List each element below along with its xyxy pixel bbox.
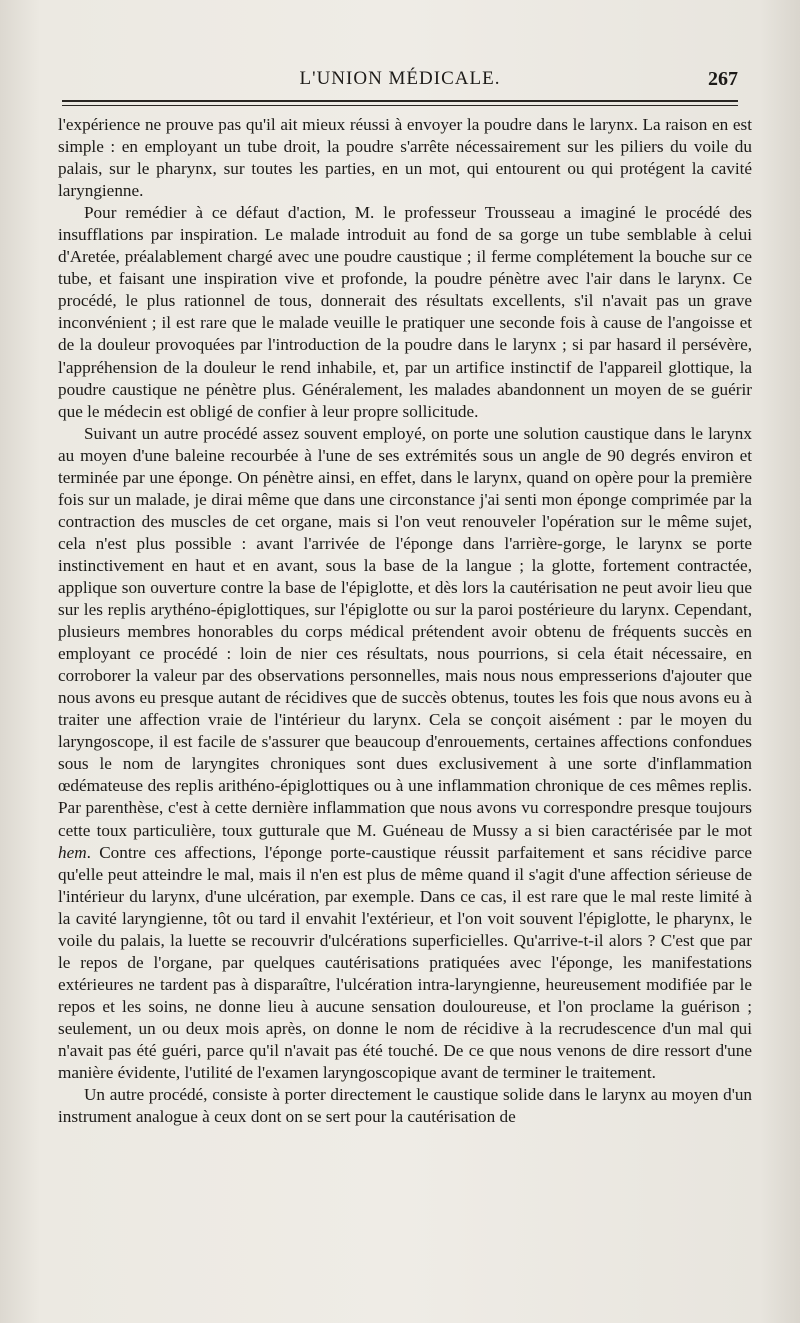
paragraph-text: l'expérience ne prouve pas qu'il ait mieux réussi à envoyer la poudre dans le larynx. La raison en est simple : en employant un tube droit, la poudre s'arrête nécessairement sur les piliers du voile du palais, sur le pharynx, sur toutes les parties, en un mot, qui entourent ou qui protégent la cavité laryngienne. bbox=[58, 115, 752, 201]
paragraph-text: Suivant un autre procédé assez souvent employé, on porte une solution caustique dans le larynx au moyen d'une baleine recourbée à l'une de ses extrémités sous un angle de 90 degrés environ et terminée par une éponge. On pénètre ainsi, en effet, dans le larynx, quand on opère pour la première fois sur un malade, je dirai même que dans une circonstance j'ai senti mon éponge comprimée par la contraction des muscles de cet organe, mais si l'on veut renouveler l'opération sur le même sujet, cela n'est plus possible : avant l'arrivée de l'éponge dans l'arrière-gorge, le larynx se porte instinctivement en haut et en avant, sous la base de la langue ; la glotte, fortement contractée, applique son ouverture contre la base de l'épiglotte, et dès lors la cautérisation ne peut avoir lieu que sur les replis arythéno-épiglottiques, sur l'épiglotte ou sur la paroi postérieure du larynx. Cependant, plusieurs membres honorables du corps médical prétendent avoir obtenu de fréquents succès en employant ce procédé : loin de nier ces résultats, nous pourrions, si cela était nécessaire, en corroborer la valeur par des observations personnelles, mais nous nous empresserions d'ajouter que nous avons eu presque autant de récidives que de succès obtenus, toutes les fois que nous avons eu à traiter une affection vraie de l'intérieur du larynx. Cela se conçoit aisément : par le moyen du laryngoscope, il est facile de s'assurer que beaucoup d'enrouements, certaines affections confondues sous le nom de laryngites chroniques sont dues exclusivement à une sorte d'inflammation œdémateuse des replis arithéno-épiglottiques ou à une inflammation chronique de ces mêmes replis. Par parenthèse, c'est à cette dernière inflammation que nous avons vu correspondre presque toujours cette toux particulière, toux gutturale que M. Guéneau de Mussy a si bien caractérisée par le mot bbox=[58, 423, 752, 840]
paragraph bbox=[58, 1084, 752, 1128]
header-rule bbox=[62, 100, 738, 102]
page-number: 267 bbox=[708, 68, 738, 90]
paragraph bbox=[58, 423, 752, 1084]
paragraph bbox=[58, 114, 752, 202]
running-title: L'UNION MÉDICALE. bbox=[299, 68, 501, 89]
header-rule-thin bbox=[62, 105, 738, 106]
paragraph-text: . Contre ces affections, l'éponge porte-caustique réussit parfaitement et sans récidive parce qu'elle peut atteindre le mal, mais il n'en est plus de même quand il s'agit d'une affection sérieuse de l'intérieur du larynx, d'une ulcération, par exemple. Dans ce cas, il est rare que le mal reste limité à la cavité laryngienne, tôt ou tard il envahit l'extérieur, et l'on voit souvent l'épiglotte, le pharynx, le voile du palais, la luette se recouvrir d'ulcérations superficielles. Qu'arrive-t-il alors ? C'est que par le repos de l'organe, par quelques cautérisations pratiquées avec l'éponge, les manifestations extérieures ne tardent pas à disparaître, l'ulcération intra-laryngienne, heureusement modifiée par le repos et les soins, ne donne lieu à aucune sensation douloureuse, et l'on proclame la guérison ; seulement, un ou deux mois après, on donne le nom de récidive à la recrudescence d'un mal qui n'avait pas été guéri, parce qu'il n'avait pas été touché. De ce que nous venons de dire ressort d'une manière évidente, l'utilité de l'examen laryngoscopique avant de terminer le traitement. bbox=[58, 842, 752, 1083]
paragraph-text: Pour remédier à ce défaut d'action, M. le professeur Trousseau a imaginé le procédé des insufflations par inspiration. Le malade introduit au fond de sa gorge un tube semblable à celui d'Aretée, préalablement chargé avec une poudre caustique ; il ferme complétement la bouche sur ce tube, et faisant une inspiration vive et profonde, la poudre pénètre avec l'air dans le larynx. Ce procédé, le plus rationnel de tous, donnerait des résultats excellents, s'il n'avait pas un grave inconvénient ; il est rare que le malade veuille le pratiquer une seconde fois à cause de l'angoisse et de la douleur provoquées par l'introduction de la poudre dans le larynx ; si par hasard il persévère, l'appréhension de la douleur le rend inhabile, et, par un artifice instinctif de l'appareil glottique, la poudre caustique ne pénètre plus. Généralement, les malades abandonnent un moyen de se guérir que le médecin est obligé de confier à leur propre sollicitude. bbox=[58, 203, 752, 421]
paragraph-text: Un autre procédé, consiste à porter directement le caustique solide dans le larynx au moyen d'un instrument analogue à ceux dont on se sert pour la cautérisation de bbox=[58, 1085, 752, 1127]
article-body bbox=[58, 114, 752, 1128]
paragraph bbox=[58, 202, 752, 422]
page-header bbox=[62, 64, 738, 98]
italic-term: hem bbox=[58, 842, 87, 862]
